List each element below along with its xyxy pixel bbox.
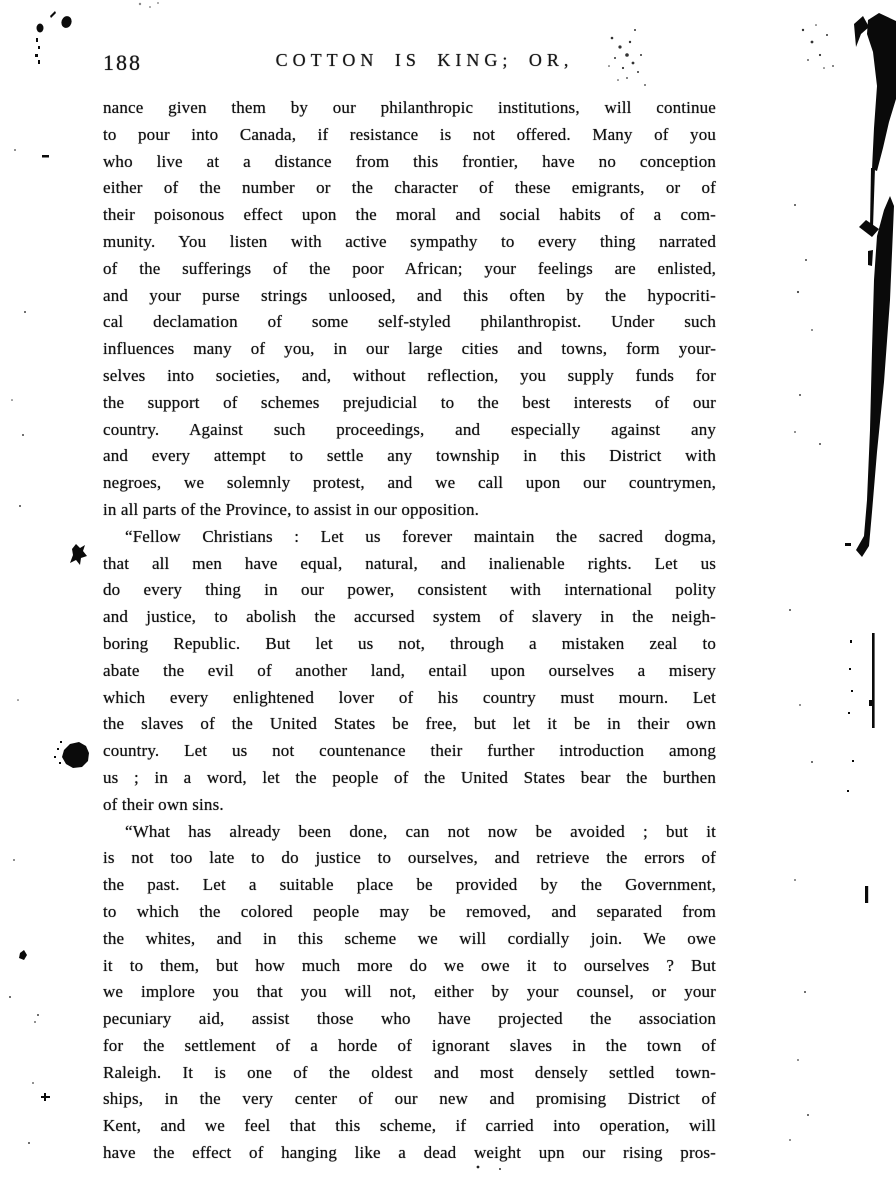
text-line: to pour into Canada, if resistance is not offered. Many of you: [103, 124, 716, 144]
top-left-ink-marks: [35, 11, 73, 158]
text-line: in all parts of the Province, to assist in our opposition.: [103, 499, 480, 519]
page-number: 188: [103, 50, 142, 75]
text-line: which every enlightened lover of his country must mourn. Let: [103, 687, 716, 707]
text-line: negroes, we solemnly protest, and we call upon our countrymen,: [103, 473, 716, 493]
text-line: boring Republic. But let us not, through a mistaken zeal to: [103, 633, 716, 653]
text-line: influences many of you, in our large cities and towns, form your-: [103, 339, 716, 359]
text-line: of the sufferings of the poor African; your feelings are enlisted,: [103, 258, 716, 278]
text-line: Raleigh. It is one of the oldest and most densely settled town-: [103, 1062, 716, 1082]
text-line: “What has already been done, can not now be avoided ; but it: [125, 821, 716, 841]
text-line: their poisonous effect upon the moral and social habits of a com-: [103, 205, 716, 225]
text-line: we implore you that you will not, either by your counsel, or your: [103, 982, 716, 1002]
text-line: the whites, and in this scheme we will cordially join. We owe: [103, 928, 716, 948]
text-line: cal declamation of some self-styled philanthropist. Under such: [103, 312, 716, 332]
text-line: “Fellow Christians : Let us forever maintain the sacred dogma,: [125, 526, 716, 546]
text-line: it to them, but how much more do we owe it to ourselves ? But: [103, 955, 716, 975]
text-line: country. Against such proceedings, and especially against any: [103, 419, 716, 439]
text-line: either of the number or the character of these emigrants, or of: [103, 178, 716, 198]
text-line: pecuniary aid, assist those who have projected the association: [103, 1009, 716, 1029]
text-line: us ; in a word, let the people of the United States bear the burthen: [103, 767, 716, 787]
text-line: country. Let us not countenance their further introduction among: [103, 741, 716, 761]
text-line: and your purse strings unloosed, and this often by the hypocriti-: [103, 285, 716, 305]
text-line: ships, in the very center of our new and promising District of: [103, 1089, 716, 1109]
text-line: do every thing in our power, consistent with international polity: [103, 580, 716, 600]
text-line: nance given them by our philanthropic institutions, will continue: [103, 98, 716, 117]
page-header: [103, 50, 716, 80]
text-line: that all men have equal, natural, and inalienable rights. Let us: [103, 553, 716, 573]
text-line: the support of schemes prejudicial to the best interests of our: [103, 392, 716, 412]
running-title: COTTON IS KING; OR,: [275, 50, 574, 70]
text-line: for the settlement of a horde of ignorant slaves in the town of: [103, 1035, 716, 1055]
text-line: and justice, to abolish the accursed system of slavery in the neigh-: [103, 607, 716, 627]
right-edge-scan-streak: [845, 13, 896, 903]
page-body: [103, 95, 716, 1167]
text-line: the past. Let a suitable place be provided by the Government,: [103, 875, 716, 895]
text-line: and every attempt to settle any township in this District with: [103, 446, 716, 466]
text-line: the slaves of the United States be free, but let it be in their own: [103, 714, 716, 734]
text-line: abate the evil of another land, entail upon ourselves a misery: [103, 660, 716, 680]
text-line: of their own sins.: [103, 794, 224, 814]
text-line: have the effect of hanging like a dead weight upn our rising pros-: [103, 1143, 716, 1163]
text-line: munity. You listen with active sympathy to every thing narrated: [103, 231, 716, 251]
text-line: Kent, and we feel that this scheme, if carried into operation, will: [103, 1116, 716, 1136]
text-line: who live at a distance from this frontier, have no conception: [103, 151, 716, 171]
text-line: is not too late to do justice to ourselves, and retrieve the errors of: [103, 848, 716, 868]
text-line: selves into societies, and, without reflection, you supply funds for: [103, 365, 716, 385]
text-line: to which the colored people may be removed, and separated from: [103, 901, 716, 921]
left-margin-ink-blots: [19, 544, 89, 1101]
